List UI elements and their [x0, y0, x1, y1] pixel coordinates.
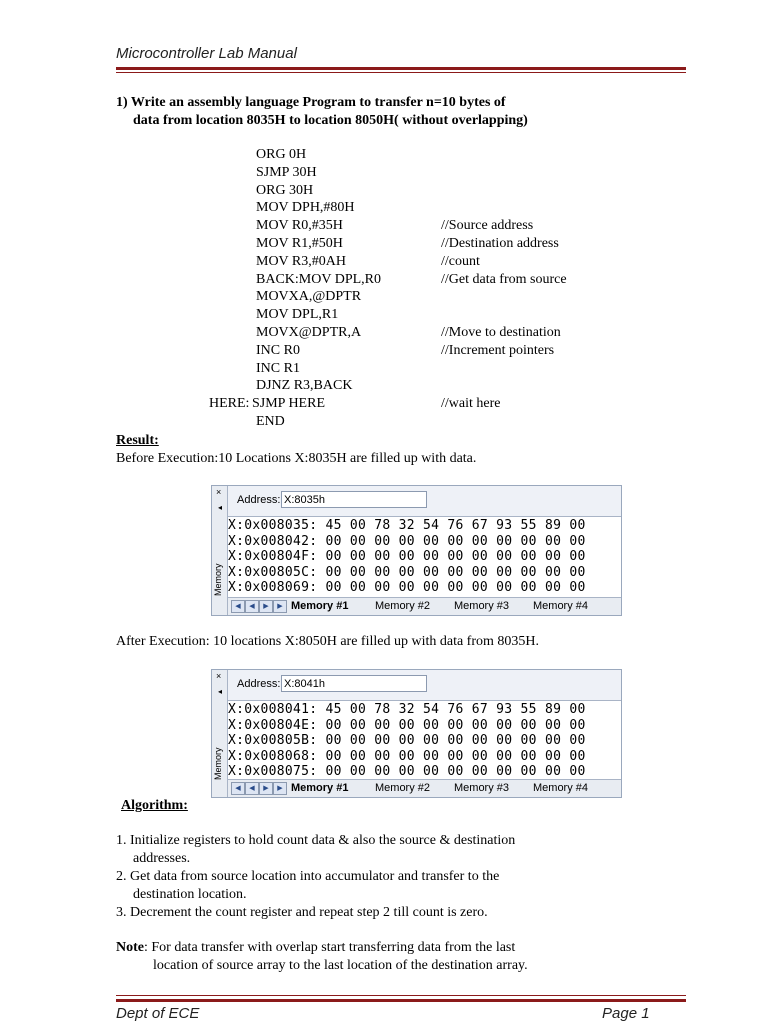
- memory-tab-bar: [228, 779, 621, 797]
- footer-rule: [116, 999, 686, 1002]
- next-page-icon[interactable]: ▶: [259, 600, 273, 613]
- code-line: BACK:MOV DPL,R0: [256, 271, 381, 287]
- tab-memory-1[interactable]: Memory #1: [291, 782, 349, 794]
- memory-side-bar: [212, 670, 228, 797]
- result-heading: Result:: [116, 433, 159, 448]
- code-line: END: [256, 414, 285, 429]
- code-line: MOV DPL,R1: [256, 307, 339, 323]
- question-line-2: data from location 8035H to location 8050H( without overlapping): [133, 113, 528, 128]
- memory-row: X:0x00804F: 00 00 00 00 00 00 00 00 00 00 00: [228, 549, 586, 564]
- note-text: : For data transfer with overlap start transferring data from the last: [144, 940, 516, 955]
- algorithm-step: 2. Get data from source location into accumulator and transfer to the: [116, 869, 500, 884]
- code-comment: //wait here: [441, 396, 501, 412]
- code-line: MOVX@DPTR,A: [256, 325, 362, 340]
- first-page-icon[interactable]: ◀: [231, 782, 245, 795]
- result-after-text: After Execution: 10 locations X:8050H are filled up with data from 8035H.: [116, 634, 540, 649]
- memory-row: X:0x00804E: 00 00 00 00 00 00 00 00 00 00 00: [228, 717, 586, 733]
- note-line-2: location of source array to the last location of the destination array.: [153, 958, 528, 973]
- address-bar: [228, 486, 621, 517]
- next-page-icon[interactable]: ▶: [259, 782, 273, 795]
- code-label: HERE:: [209, 396, 250, 412]
- code-line: SJMP HERE: [252, 396, 326, 412]
- footer-page-number: Page 1: [602, 1005, 650, 1022]
- note-line-1: [116, 939, 515, 957]
- tab-memory-2[interactable]: Memory #2: [375, 782, 431, 794]
- footer-dept: Dept of ECE: [116, 1005, 200, 1022]
- memory-row: X:0x008069: 00 00 00 00 00 00 00 00 00 00 00: [228, 580, 586, 595]
- code-line: ORG 30H: [256, 182, 314, 198]
- memory-row: X:0x008041: 45 00 78 32 54 76 67 93 55 89 00: [228, 702, 586, 717]
- address-input[interactable]: X:8035h: [281, 491, 427, 508]
- code-line: MOV R3,#0AH: [256, 253, 346, 269]
- code-comment: //Increment pointers: [441, 342, 555, 358]
- close-icon[interactable]: ×: [216, 671, 222, 681]
- code-comment: //Source address: [441, 218, 534, 234]
- memory-row: X:0x00805B: 00 00 00 00 00 00 00 00 00 00 00: [228, 733, 586, 748]
- header-rule-thin: [116, 72, 686, 73]
- code-line: INC R1: [256, 360, 300, 376]
- code-line: MOVXA,@DPTR: [256, 289, 362, 305]
- address-label: Address:: [237, 494, 281, 506]
- algorithm-step: 3. Decrement the count register and repeat step 2 till count is zero.: [116, 905, 488, 920]
- memory-row: X:0x008075: 00 00 00 00 00 00 00 00 00 00 00: [228, 764, 586, 779]
- pin-icon[interactable]: ◂: [218, 503, 223, 512]
- memory-tab-bar: [228, 597, 621, 615]
- algorithm-step: 1. Initialize registers to hold count data & also the source & destination: [116, 833, 516, 848]
- code-line: MOV R1,#50H: [256, 236, 343, 251]
- memory-side-label: Memory: [213, 563, 223, 596]
- tab-memory-1[interactable]: Memory #1: [291, 600, 349, 612]
- close-icon[interactable]: ×: [216, 487, 222, 497]
- memory-side-bar: [212, 486, 228, 615]
- footer-rule-thin: [116, 995, 686, 996]
- address-label: Address:: [237, 678, 281, 690]
- memory-window-after: [211, 669, 622, 798]
- tab-memory-3[interactable]: Memory #3: [454, 782, 510, 794]
- tab-memory-4[interactable]: Memory #4: [533, 600, 589, 612]
- code-comment: //Move to destination: [441, 325, 561, 340]
- tab-memory-4[interactable]: Memory #4: [533, 782, 589, 794]
- memory-row: X:0x008068: 00 00 00 00 00 00 00 00 00 00 00: [228, 748, 586, 764]
- algorithm-heading: Algorithm:: [121, 798, 188, 813]
- algorithm-step-cont: destination location.: [133, 887, 247, 902]
- code-line: SJMP 30H: [256, 164, 317, 180]
- algorithm-step-cont: addresses.: [133, 851, 191, 866]
- first-page-icon[interactable]: ◀: [231, 600, 245, 613]
- code-line: ORG 0H: [256, 147, 307, 162]
- code-line: MOV R0,#35H: [256, 218, 343, 234]
- header-title: Microcontroller Lab Manual: [116, 45, 297, 62]
- tab-memory-3[interactable]: Memory #3: [454, 600, 510, 612]
- memory-window-before: [211, 485, 622, 616]
- prev-page-icon[interactable]: ◀: [245, 782, 259, 795]
- code-line: DJNZ R3,BACK: [256, 378, 353, 394]
- memory-row: X:0x008035: 45 00 78 32 54 76 67 93 55 89 00: [228, 518, 586, 533]
- prev-page-icon[interactable]: ◀: [245, 600, 259, 613]
- note-label: Note: [116, 940, 144, 955]
- last-page-icon[interactable]: ▶: [273, 600, 287, 613]
- pin-icon[interactable]: ◂: [218, 687, 223, 696]
- address-input[interactable]: X:8041h: [281, 675, 427, 692]
- memory-grid: [228, 518, 621, 595]
- result-before-text: Before Execution:10 Locations X:8035H are filled up with data.: [116, 451, 477, 466]
- last-page-icon[interactable]: ▶: [273, 782, 287, 795]
- code-line: INC R0: [256, 342, 300, 358]
- address-bar: [228, 670, 621, 701]
- tab-memory-2[interactable]: Memory #2: [375, 600, 431, 612]
- header-rule: [116, 67, 686, 70]
- code-comment: //count: [441, 253, 480, 269]
- code-comment: //Get data from source: [441, 271, 567, 287]
- memory-grid: [228, 702, 621, 779]
- memory-side-label: Memory: [213, 747, 223, 780]
- question-line-1: 1) Write an assembly language Program to transfer n=10 bytes of: [116, 95, 506, 110]
- memory-row: X:0x008042: 00 00 00 00 00 00 00 00 00 00 00: [228, 533, 586, 549]
- code-line: MOV DPH,#80H: [256, 200, 355, 216]
- code-comment: //Destination address: [441, 236, 559, 251]
- memory-row: X:0x00805C: 00 00 00 00 00 00 00 00 00 00 00: [228, 564, 586, 580]
